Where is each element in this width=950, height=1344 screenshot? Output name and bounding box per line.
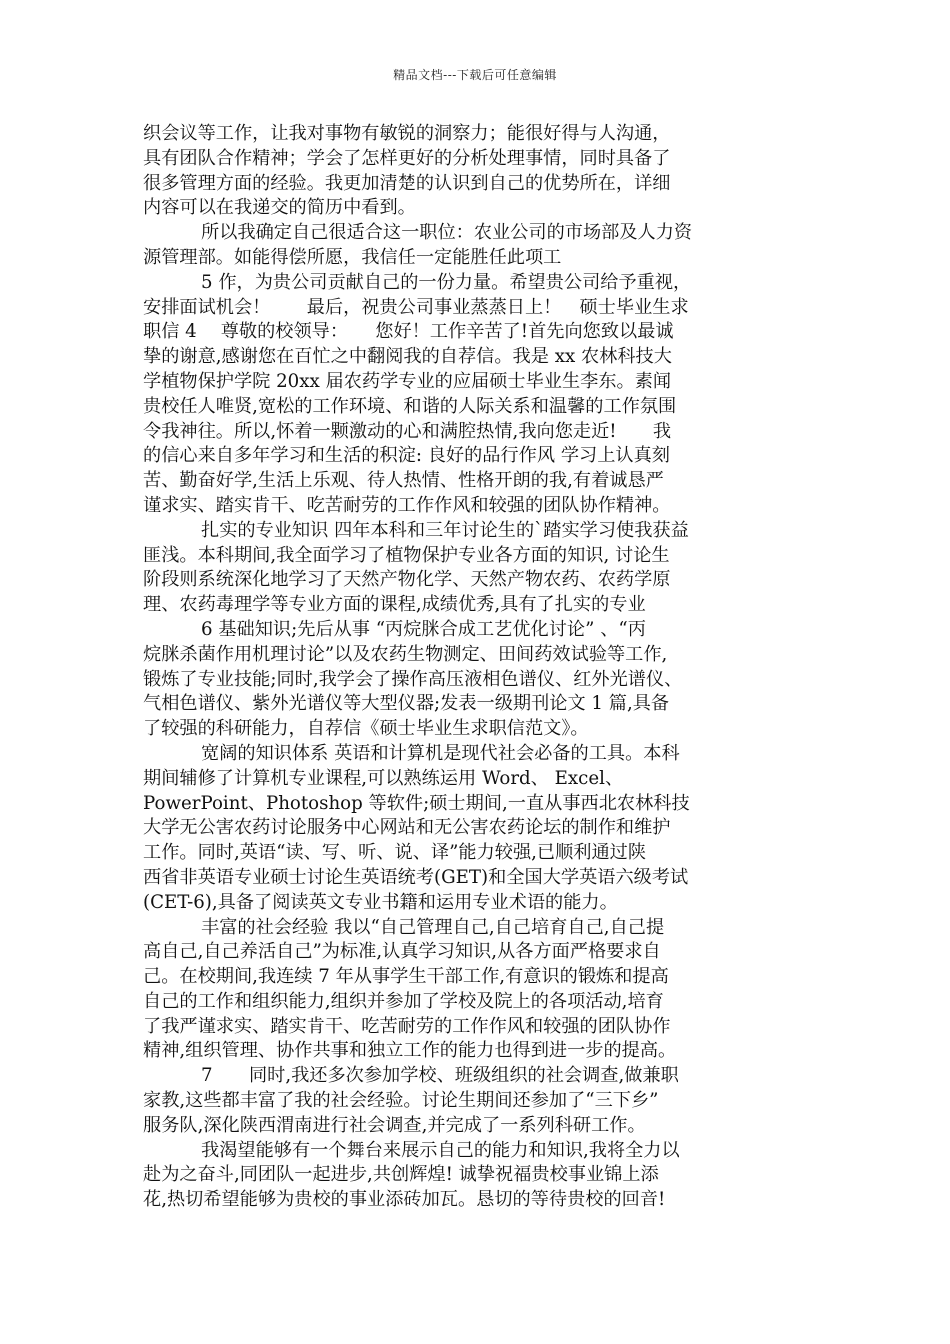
text-line: 家教,这些都丰富了我的社会经验。讨论生期间还参加了“三下乡” <box>143 1090 659 1112</box>
text-line: 具有团队合作精神；学会了怎样更好的分析处理事情，同时具备了 <box>143 147 671 169</box>
text-line: 贵校任人唯贤,宽松的工作环境、和谐的人际关系和温馨的工作氛围 <box>143 395 677 417</box>
text-line: 挚的谢意,感谢您在百忙之中翻阅我的自荐信。我是 xx 农林科技大 <box>143 346 672 368</box>
text-line: 源管理部。如能得偿所愿，我信任一定能胜任此项工 <box>143 246 562 268</box>
text-line: 阶段则系统深化地学习了天然产物化学、天然产物农药、农药学原 <box>143 569 671 591</box>
text-line: 期间辅修了计算机专业课程,可以熟练运用 Word、 Excel、 <box>143 767 624 789</box>
text-line: 7 同时,我还多次参加学校、班级组织的社会调查,做兼职 <box>201 1065 679 1087</box>
text-line: 安排面试机会！ 最后，祝贵公司事业蒸蒸日上！ 硕士毕业生求 <box>143 296 689 318</box>
text-line: 很多管理方面的经验。我更加清楚的认识到自己的优势所在，详细 <box>143 172 671 194</box>
text-line: 气相色谱仪、紫外光谱仪等大型仪器;发表一级期刊论文 1 篇,具备 <box>143 693 670 715</box>
text-line: 我渴望能够有一个舞台来展示自己的能力和知识,我将全力以 <box>201 1139 680 1161</box>
text-line: 工作。同时,英语“读、写、听、说、译”能力较强,已顺利通过陕 <box>143 842 647 864</box>
text-line: 自己的工作和组织能力,组织并参加了学校及院上的各项活动,培育 <box>143 990 664 1012</box>
text-line: 花,热切希望能够为贵校的事业添砖加瓦。恳切的等待贵校的回音! <box>143 1189 666 1211</box>
text-line: 西省非英语专业硕士讨论生英语统考(GET)和全国大学英语六级考试 <box>143 866 689 888</box>
text-line: 服务队,深化陕西渭南进行社会调查,并完成了一系列科研工作。 <box>143 1114 646 1136</box>
text-line: (CET-6),具备了阅读英文专业书籍和运用专业术语的能力。 <box>143 891 618 913</box>
text-line: 扎实的专业知识 四年本科和三年讨论生的`踏实学习使我获益 <box>201 519 689 541</box>
text-line: 匪浅。本科期间,我全面学习了植物保护专业各方面的知识, 讨论生 <box>143 544 670 566</box>
text-line: 织会议等工作，让我对事物有敏锐的洞察力；能很好得与人沟通， <box>143 123 671 144</box>
text-line: 学植物保护学院 20xx 届农药学专业的应届硕士毕业生李东。素闻 <box>143 370 672 392</box>
text-line: 了我严谨求实、踏实肯干、吃苦耐劳的工作作风和较强的团队协作 <box>143 1015 671 1037</box>
text-line: 锻炼了专业技能;同时,我学会了操作高压液相色谱仪、红外光谱仪、 <box>143 668 683 690</box>
text-line: 己。在校期间,我连续 7 年从事学生干部工作,有意识的锻炼和提高 <box>143 966 669 988</box>
text-line: 精神,组织管理、协作共事和独立工作的能力也得到进一步的提高。 <box>143 1040 677 1062</box>
text-line: 令我神往。所以,怀着一颗激动的心和满腔热情,我向您走近! 我 <box>143 420 672 442</box>
text-line: 职信 4 尊敬的校领导： 您好！工作辛苦了!首先向您致以最诚 <box>143 321 674 343</box>
text-line: 所以我确定自己很适合这一职位：农业公司的市场部及人力资 <box>201 222 693 244</box>
text-line: 谨求实、踏实肯干、吃苦耐劳的工作作风和较强的团队协作精神。 <box>143 494 671 516</box>
page-header: 精品文档---下载后可任意编辑 <box>393 68 557 82</box>
text-line: 赴为之奋斗,同团队一起进步,共创辉煌! 诚挚祝福贵校事业锦上添 <box>143 1164 659 1186</box>
text-line: 了较强的科研能力，自荐信《硕士毕业生求职信范文》。 <box>143 718 589 740</box>
text-line: 6 基础知识;先后从事 “丙烷脒合成工艺优化讨论” 、“丙 <box>201 618 646 640</box>
text-line: 烷脒杀菌作用机理讨论”以及农药生物测定、田间药效试验等工作, <box>143 643 668 665</box>
text-line: 苦、勤奋好学,生活上乐观、待人热情、性格开朗的我,有着诚恳严 <box>143 470 664 492</box>
text-line: 理、农药毒理学等专业方面的课程,成绩优秀,具有了扎实的专业 <box>143 594 646 616</box>
text-line: 丰富的社会经验 我以“自己管理自己,自己培育自己,自己提 <box>201 916 665 938</box>
text-line: 宽阔的知识体系 英语和计算机是现代社会必备的工具。本科 <box>201 742 680 764</box>
text-line: 的信心来自多年学习和生活的积淀: 良好的品行作风 学习上认真刻 <box>143 445 670 467</box>
text-line: PowerPoint、Photoshop 等软件;硕士期间,一直从事西北农林科技 <box>143 792 690 814</box>
document-body <box>143 122 823 1213</box>
text-line: 高自己,自己养活自己”为标准,认真学习知识,从各方面严格要求自 <box>143 941 661 963</box>
text-line: 大学无公害农药讨论服务中心网站和无公害农药论坛的制作和维护 <box>143 817 671 839</box>
text-line: 5 作，为贵公司贡献自己的一份力量。希望贵公司给予重视， <box>201 271 692 293</box>
text-line: 内容可以在我递交的简历中看到。 <box>143 197 416 219</box>
